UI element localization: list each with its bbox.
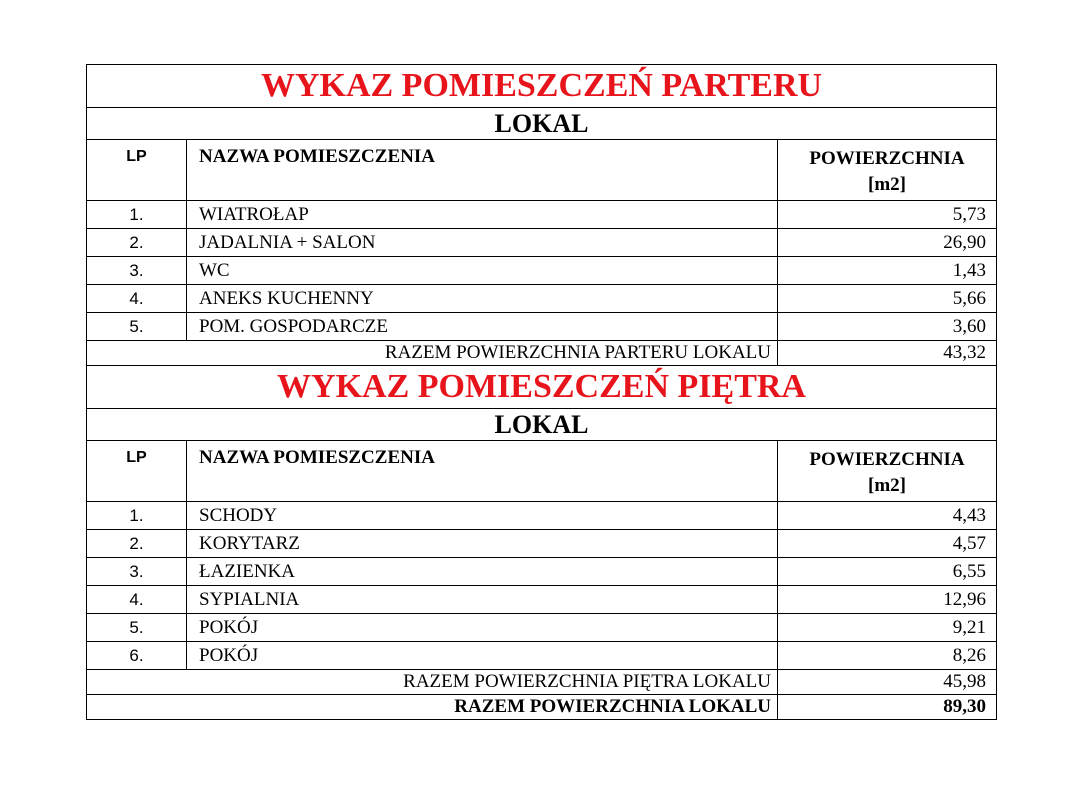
row-lp: 6. <box>87 642 187 670</box>
ground-floor-subtitle: LOKAL <box>87 108 997 140</box>
header-area-label: POWIERZCHNIA <box>809 449 965 470</box>
row-lp: 3. <box>87 257 187 285</box>
row-room-name: JADALNIA + SALON <box>187 229 778 257</box>
row-area: 26,90 <box>778 229 997 257</box>
row-room-name: WIATROŁAP <box>187 201 778 229</box>
row-area: 6,55 <box>778 558 997 586</box>
header-area <box>778 140 997 201</box>
table-row <box>87 201 997 229</box>
row-area: 1,43 <box>778 257 997 285</box>
table-row <box>87 285 997 313</box>
header-room-name: NAZWA POMIESZCZENIA <box>187 140 778 201</box>
row-area: 12,96 <box>778 586 997 614</box>
row-area: 4,43 <box>778 502 997 530</box>
row-lp: 4. <box>87 285 187 313</box>
row-lp: 4. <box>87 586 187 614</box>
upper-total-area: 45,98 <box>778 670 997 695</box>
row-area: 4,57 <box>778 530 997 558</box>
row-lp: 1. <box>87 201 187 229</box>
row-room-name: POM. GOSPODARCZE <box>187 313 778 341</box>
table-row <box>87 502 997 530</box>
row-lp: 5. <box>87 614 187 642</box>
header-lp: LP <box>87 441 187 502</box>
row-room-name: SCHODY <box>187 502 778 530</box>
row-room-name: ŁAZIENKA <box>187 558 778 586</box>
grand-total-label: RAZEM POWIERZCHNIA LOKALU <box>87 695 778 720</box>
ground-floor-title: WYKAZ POMIESZCZEŃ PARTERU <box>87 65 997 108</box>
table-row <box>87 530 997 558</box>
row-room-name: WC <box>187 257 778 285</box>
upper-floor-subtitle: LOKAL <box>87 409 997 441</box>
table-row <box>87 257 997 285</box>
row-area: 9,21 <box>778 614 997 642</box>
table-row <box>87 558 997 586</box>
header-area-unit: [m2] <box>868 475 906 496</box>
header-room-name: NAZWA POMIESZCZENIA <box>187 441 778 502</box>
row-lp: 3. <box>87 558 187 586</box>
row-lp: 2. <box>87 530 187 558</box>
row-area: 8,26 <box>778 642 997 670</box>
row-area: 3,60 <box>778 313 997 341</box>
grand-total-area: 89,30 <box>778 695 997 720</box>
header-area-label: POWIERZCHNIA <box>809 148 965 169</box>
upper-header-row <box>87 441 997 502</box>
row-room-name: SYPIALNIA <box>187 586 778 614</box>
table-row <box>87 313 997 341</box>
table-row <box>87 642 997 670</box>
header-area-unit: [m2] <box>868 174 906 195</box>
room-area-table <box>86 64 997 720</box>
ground-total-row <box>87 341 997 366</box>
grand-total-row <box>87 695 997 720</box>
row-area: 5,73 <box>778 201 997 229</box>
row-room-name: POKÓJ <box>187 614 778 642</box>
header-area <box>778 441 997 502</box>
table-row <box>87 614 997 642</box>
row-lp: 5. <box>87 313 187 341</box>
ground-header-row <box>87 140 997 201</box>
table-row <box>87 229 997 257</box>
upper-floor-title: WYKAZ POMIESZCZEŃ PIĘTRA <box>87 366 997 409</box>
header-lp: LP <box>87 140 187 201</box>
row-area: 5,66 <box>778 285 997 313</box>
upper-total-row <box>87 670 997 695</box>
row-lp: 2. <box>87 229 187 257</box>
upper-total-label: RAZEM POWIERZCHNIA PIĘTRA LOKALU <box>87 670 778 695</box>
table-row <box>87 586 997 614</box>
row-room-name: ANEKS KUCHENNY <box>187 285 778 313</box>
ground-total-label: RAZEM POWIERZCHNIA PARTERU LOKALU <box>87 341 778 366</box>
row-room-name: POKÓJ <box>187 642 778 670</box>
ground-total-area: 43,32 <box>778 341 997 366</box>
row-lp: 1. <box>87 502 187 530</box>
row-room-name: KORYTARZ <box>187 530 778 558</box>
